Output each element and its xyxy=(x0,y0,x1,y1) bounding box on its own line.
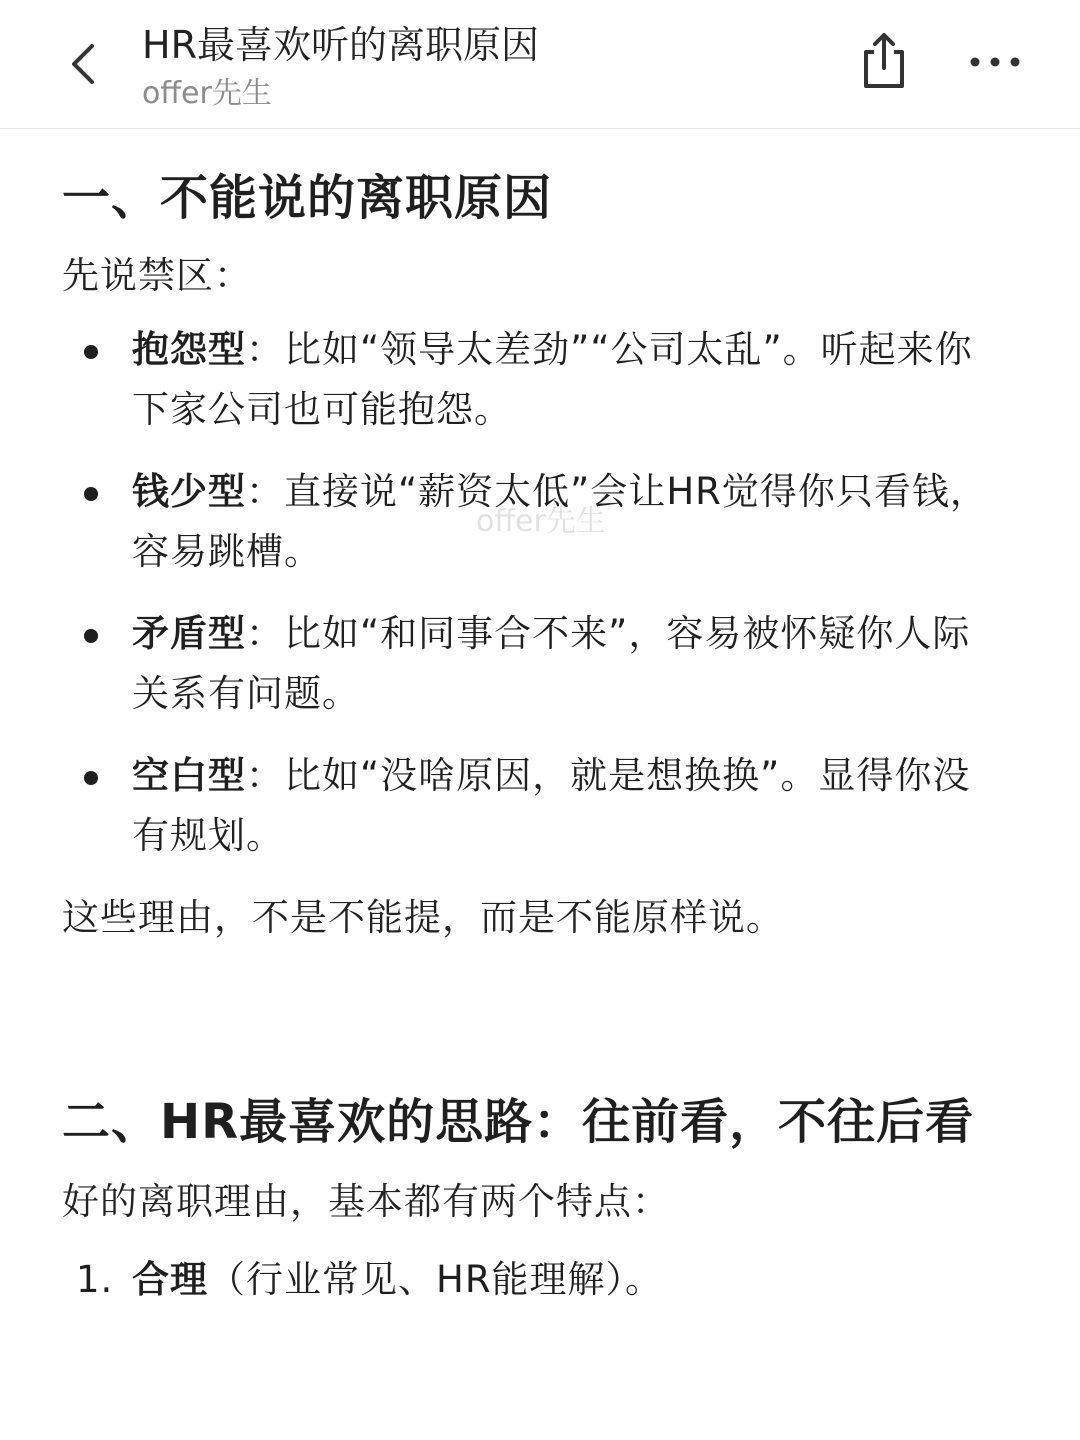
section-heading-2: 二、HR最喜欢的思路：往前看，不往后看 xyxy=(62,1094,975,1150)
good-reasons-list xyxy=(62,1250,1002,1310)
item-text: 比如“和同事合不来”，容易被怀疑你人际关系有问题。 xyxy=(132,612,971,715)
bullet-dot xyxy=(84,629,98,643)
item-text: 比如“领导太差劲”“公司太乱”。听起来你下家公司也可能抱怨。 xyxy=(132,328,973,431)
section-2-intro: 好的离职理由，基本都有两个特点： xyxy=(62,1180,670,1223)
bullet-dot xyxy=(84,345,98,359)
item-separator: ： xyxy=(246,328,284,371)
section-heading-1: 一、不能说的离职原因 xyxy=(62,170,553,226)
item-term: 钱少型 xyxy=(132,470,246,513)
item-term: 矛盾型 xyxy=(132,612,246,655)
more-horizontal-icon[interactable] xyxy=(960,40,1030,84)
item-text: 直接说“薪资太低”会让HR觉得你只看钱，容易跳槽。 xyxy=(132,470,988,573)
section-1-conclusion: 这些理由，不是不能提，而是不能原样说。 xyxy=(62,896,784,939)
item-term: 空白型 xyxy=(132,754,246,797)
list-item xyxy=(62,1250,1002,1310)
item-separator: ： xyxy=(246,612,284,655)
section-1-intro: 先说禁区： xyxy=(62,254,252,297)
article-body xyxy=(62,150,1002,1310)
forbidden-reasons-list xyxy=(62,320,1002,866)
bullet-dot xyxy=(84,487,98,501)
item-term: 抱怨型 xyxy=(132,328,246,371)
page-title: HR最喜欢听的离职原因 xyxy=(142,23,539,67)
chevron-left-icon[interactable] xyxy=(58,38,110,90)
item-number: 1. xyxy=(76,1258,114,1301)
item-term: 合理 xyxy=(132,1258,208,1301)
list-item xyxy=(62,604,1002,724)
bullet-dot xyxy=(84,771,98,785)
share-icon[interactable] xyxy=(856,30,912,92)
list-item xyxy=(62,462,1002,582)
list-item xyxy=(62,320,1002,440)
item-text: 比如“没啥原因，就是想换换”。显得你没有规划。 xyxy=(132,754,971,857)
item-separator: ： xyxy=(246,470,284,513)
list-item xyxy=(62,746,1002,866)
watermark: offer先生 xyxy=(476,504,606,539)
author-name[interactable]: offer先生 xyxy=(142,76,272,111)
top-navigation-bar xyxy=(0,0,1080,129)
item-text: （行业常见、HR能理解）。 xyxy=(208,1258,664,1301)
item-separator: ： xyxy=(246,754,284,797)
